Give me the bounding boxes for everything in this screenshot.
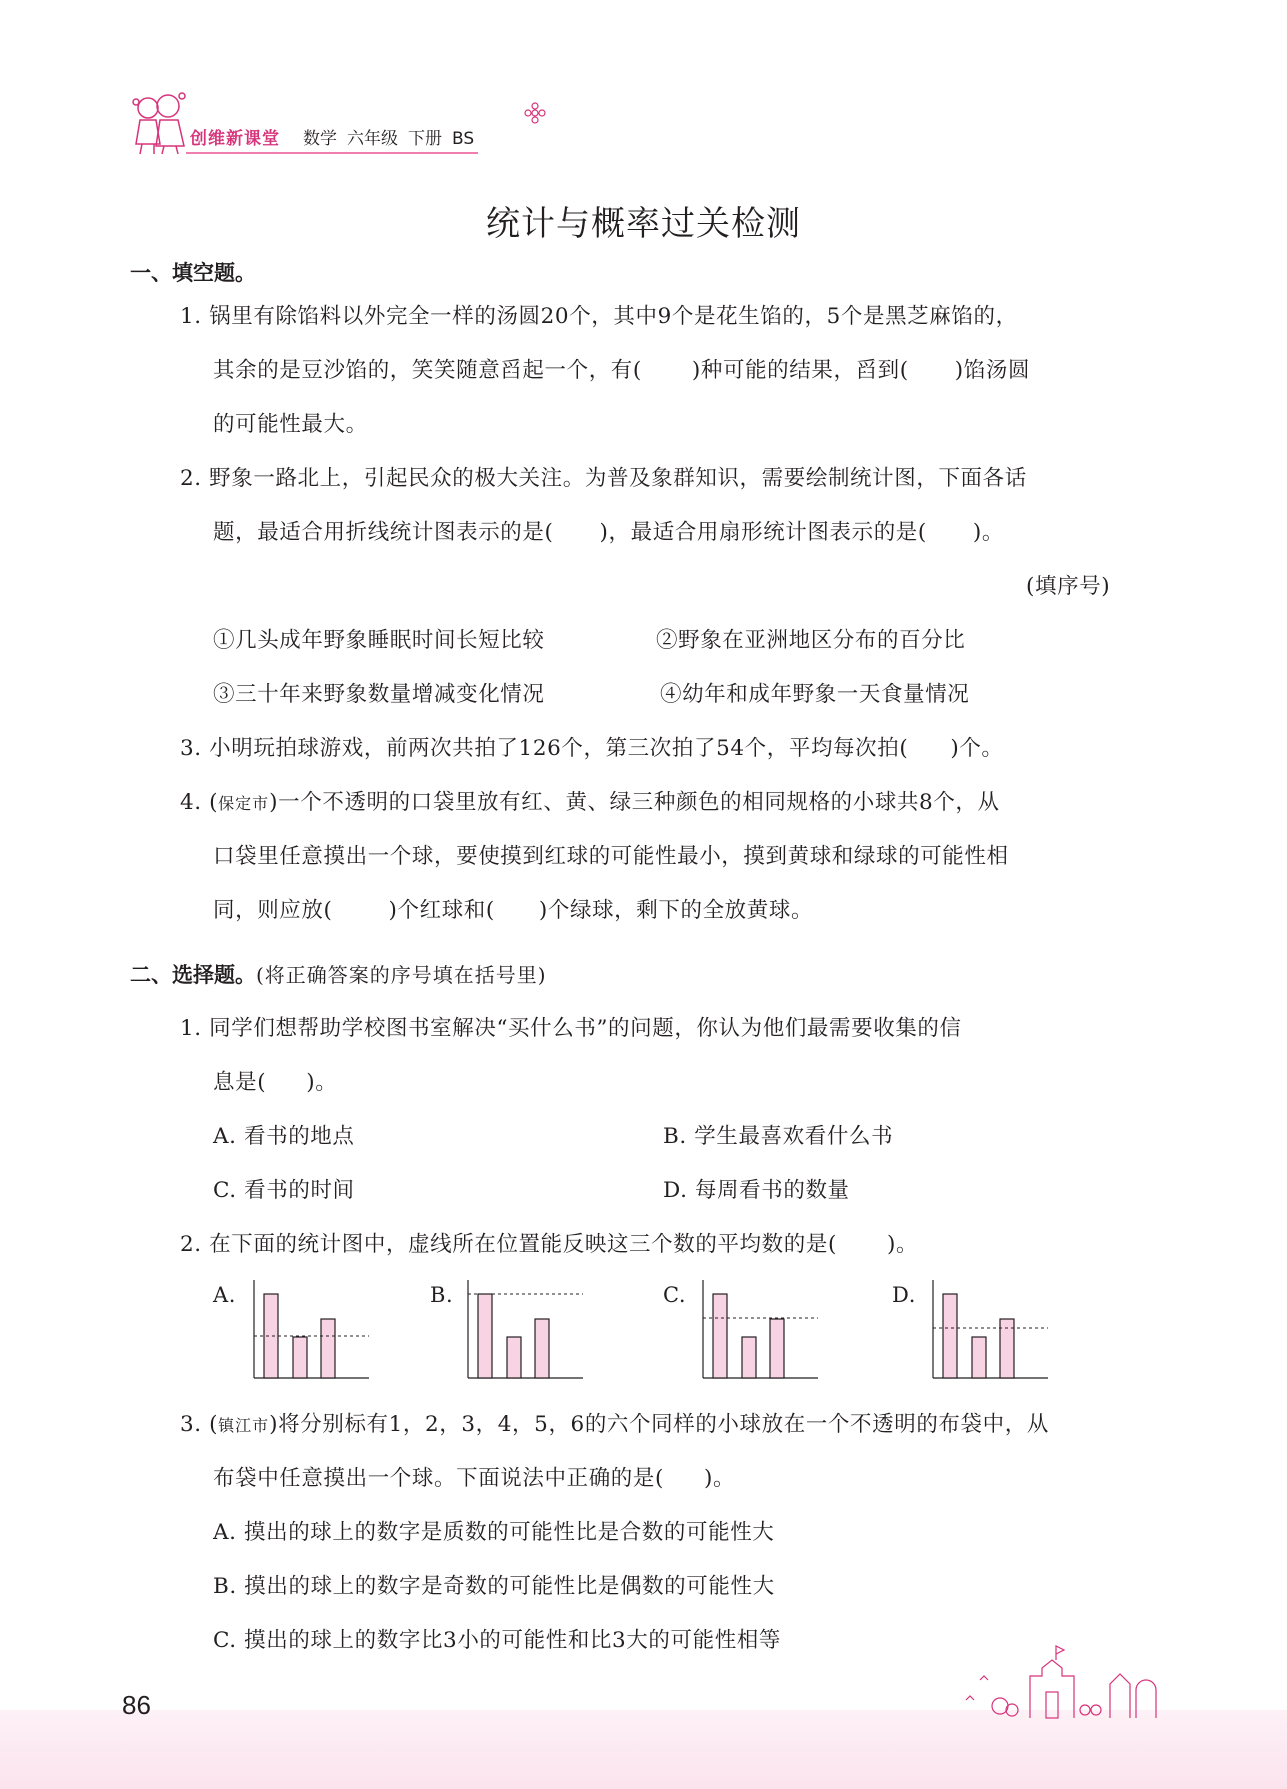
s2-q3-line1 bbox=[180, 1407, 1049, 1438]
s1-q2-line2 bbox=[213, 515, 1004, 546]
s1-q4-num: 4. ( bbox=[180, 790, 219, 815]
s1-q3-text-a: 3. 小明玩拍球游戏，前两次共拍了126个，第三次拍了54个，平均每次拍( bbox=[180, 736, 909, 761]
s2-q2-text-b: )。 bbox=[886, 1232, 919, 1257]
s1-q2-text-a: 题，最适合用折线统计图表示的是( bbox=[213, 520, 554, 545]
s2-q3-option-a: A. 摸出的球上的数字是质数的可能性比是合数的可能性大 bbox=[213, 1520, 775, 1545]
s1-q4-line3 bbox=[213, 893, 813, 924]
page-title: 统计与概率过关检测 bbox=[486, 204, 801, 244]
bar-chart-option-c bbox=[702, 1280, 820, 1390]
bar bbox=[507, 1337, 521, 1378]
s1-q4-line1 bbox=[180, 785, 1000, 816]
s1-q1-line3: 的可能性最大。 bbox=[213, 412, 368, 437]
s1-q1-text-c: )馅汤圆 bbox=[954, 358, 1031, 383]
bar bbox=[478, 1294, 492, 1378]
s2-q3-option-c: C. 摸出的球上的数字比3小的可能性和比3大的可能性相等 bbox=[213, 1628, 782, 1653]
page-number: 86 bbox=[122, 1690, 151, 1720]
s2-q3-num: 3. ( bbox=[180, 1412, 219, 1437]
header-subject-line bbox=[303, 124, 484, 149]
s1-q2-line1: 2. 野象一路北上，引起民众的极大关注。为普及象群知识，需要绘制统计图，下面各话 bbox=[180, 466, 1027, 491]
s2-q2-text-a: 2. 在下面的统计图中，虚线所在位置能反映这三个数的平均数的是( bbox=[180, 1232, 837, 1257]
s1-q4-text-b: )个红球和( bbox=[388, 898, 495, 923]
s2-q1-option-c: C. 看书的时间 bbox=[213, 1178, 355, 1203]
s1-q4-line2: 口袋里任意摸出一个球，要使摸到红球的可能性最小，摸到黄球和绿球的可能性相 bbox=[213, 844, 1009, 869]
s1-q4-text-a: 同，则应放( bbox=[213, 898, 333, 923]
s2-q2-label-c: C. bbox=[663, 1283, 687, 1307]
bar bbox=[943, 1294, 957, 1378]
s1-q4-text: )一个不透明的口袋里放有红、黄、绿三种颜色的相同规格的小球共8个，从 bbox=[269, 790, 1000, 815]
s1-q2-option4: ④幼年和成年野象一天食量情况 bbox=[660, 682, 970, 707]
bar bbox=[972, 1337, 986, 1378]
s2-q3-text-a: 布袋中任意摸出一个球。下面说法中正确的是( bbox=[213, 1466, 664, 1491]
s2-q1-option-b: B. 学生最喜欢看什么书 bbox=[663, 1124, 894, 1149]
s2-q2-label-d: D. bbox=[892, 1283, 916, 1307]
section1-heading: 一、填空题。 bbox=[130, 261, 256, 285]
header-grade: 六年级 bbox=[347, 129, 398, 149]
bar bbox=[321, 1319, 335, 1378]
s1-q4-text-c: )个绿球，剩下的全放黄球。 bbox=[538, 898, 814, 923]
s1-q1-text-b: )种可能的结果，舀到( bbox=[691, 358, 909, 383]
section2-note: (将正确答案的序号填在括号里) bbox=[256, 963, 547, 987]
s1-q3-line bbox=[180, 731, 1004, 762]
s1-q2-text-b: )，最适合用扇形统计图表示的是( bbox=[599, 520, 927, 545]
s1-q1-line1: 1. 锅里有除馅料以外完全一样的汤圆20个，其中9个是花生馅的，5个是黑芝麻馅的， bbox=[180, 304, 1018, 329]
s2-q1-line2 bbox=[213, 1065, 337, 1096]
s2-q2-label-a: A. bbox=[213, 1283, 237, 1307]
footer-band bbox=[0, 1710, 1287, 1789]
s1-q2-option1: ①几头成年野象睡眠时间长短比较 bbox=[213, 628, 545, 653]
bar bbox=[293, 1337, 307, 1378]
header-volume: 下册 bbox=[408, 129, 442, 149]
s2-q2-label-b: B. bbox=[430, 1283, 454, 1307]
header-underline bbox=[186, 152, 478, 154]
s1-q3-text-b: )个。 bbox=[950, 736, 1004, 761]
s1-q1-line2 bbox=[213, 353, 1030, 384]
s1-q2-option3: ③三十年来野象数量增减变化情况 bbox=[213, 682, 545, 707]
s2-q3-text-b: )。 bbox=[704, 1466, 736, 1491]
s2-q3-city: 镇江市 bbox=[218, 1416, 270, 1435]
kids-illustration-icon bbox=[133, 93, 185, 154]
s1-q2-hint: (填序号) bbox=[1026, 574, 1111, 599]
s2-q1-line1: 1. 同学们想帮助学校图书室解决“买什么书”的问题，你认为他们最需要收集的信 bbox=[180, 1016, 962, 1041]
s1-q2-option2: ②野象在亚洲地区分布的百分比 bbox=[656, 628, 966, 653]
s2-q2-line bbox=[180, 1227, 918, 1258]
s2-q3-text: )将分别标有1，2，3，4，5，6的六个同样的小球放在一个不透明的布袋中，从 bbox=[269, 1412, 1049, 1437]
s2-q3-line2 bbox=[213, 1461, 735, 1492]
flower-decoration-icon bbox=[520, 98, 550, 128]
bar bbox=[535, 1319, 549, 1378]
section2-title: 二、选择题。 bbox=[130, 963, 256, 987]
bar-chart-option-b bbox=[467, 1280, 585, 1390]
s1-q2-text-c: )。 bbox=[972, 520, 1004, 545]
bar bbox=[770, 1319, 784, 1378]
header-subject: 数学 bbox=[303, 129, 337, 149]
bar-chart-option-d bbox=[932, 1280, 1050, 1390]
s2-q1-option-d: D. 每周看书的数量 bbox=[663, 1178, 850, 1203]
header-edition: BS bbox=[452, 129, 475, 149]
bar-chart-option-a bbox=[253, 1280, 371, 1390]
castle-decoration-icon bbox=[960, 1640, 1170, 1720]
s2-q3-option-b: B. 摸出的球上的数字是奇数的可能性比是偶数的可能性大 bbox=[213, 1574, 775, 1599]
bar bbox=[713, 1294, 727, 1378]
bar bbox=[742, 1337, 756, 1378]
section2-heading bbox=[130, 959, 547, 989]
header-brand: 创维新课堂 bbox=[190, 129, 280, 149]
s2-q1-option-a: A. 看书的地点 bbox=[213, 1124, 355, 1149]
s2-q1-text-b: )。 bbox=[306, 1070, 338, 1095]
s1-q1-text-a: 其余的是豆沙馅的，笑笑随意舀起一个，有( bbox=[213, 358, 642, 383]
s1-q4-city: 保定市 bbox=[218, 794, 270, 813]
s2-q1-text-a: 息是( bbox=[213, 1070, 267, 1095]
